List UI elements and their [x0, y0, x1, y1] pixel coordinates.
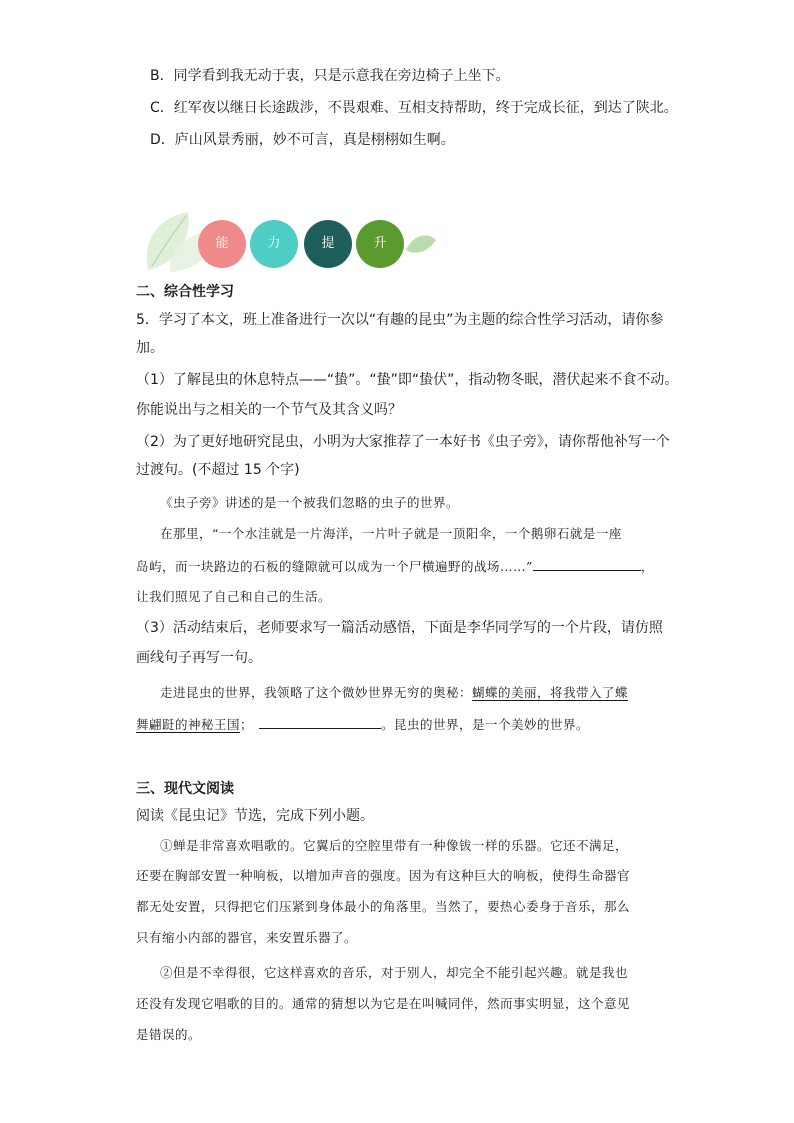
section-heading-3: 三、现代文阅读 [136, 781, 234, 797]
subquestion-3-line-1: （3）活动结束后，老师要求写一篇活动感悟，下面是李华同学写的一个片段，请仿照 [136, 620, 663, 636]
subquestion-2-line-1: （2）为了更好地研究昆虫，小明为大家推荐了一本好书《虫子旁》，请你帮他补写一个 [136, 434, 670, 450]
subquestion-2-line-2: 过渡句。(不超过 15 个字) [136, 462, 300, 478]
option-b: B．同学看到我无动于衷，只是示意我在旁边椅子上坐下。 [150, 68, 510, 84]
subquestion-3-line-2: 画线句子再写一句。 [136, 650, 262, 666]
paragraph-2-line-3: 是错误的。 [136, 1027, 202, 1042]
imitation-sentence-blank[interactable] [259, 714, 381, 729]
banner-char-4: 升 [356, 220, 404, 268]
banner-char-2: 力 [250, 220, 298, 268]
banner-char-1: 能 [198, 220, 246, 268]
passage-line-3: 岛屿，而一块路边的石板的缝隙就可以成为一个尸横遍野的战场……” ， [136, 556, 654, 577]
banner-char-3: 提 [304, 220, 352, 268]
essay-line-1: 走进昆虫的世界，我领略了这个微妙世界无穷的奥秘：蝴蝶的美丽，将我带入了蝶 [160, 685, 629, 700]
underlined-sentence: 蝴蝶的美丽，将我带入了蝶 [472, 685, 629, 700]
ability-banner [140, 210, 440, 276]
paragraph-1-line-3: 都无处安置，只得把它们压紧到身体最小的角落里。当然了，要热心委身于音乐，那么 [136, 899, 631, 914]
paragraph-1-line-2: 还要在胸部安置一种响板，以增加声音的强度。因为有这种巨大的响板，使得生命器官 [136, 868, 631, 883]
option-d: D．庐山风景秀丽，妙不可言，真是栩栩如生啊。 [150, 132, 455, 148]
passage-line-2: 在那里，“一个水洼就是一片海洋，一片叶子就是一顶阳伞，一个鹅卵石就是一座 [160, 526, 622, 541]
transition-sentence-blank[interactable] [533, 556, 641, 571]
essay-line-2: 舞翩跹的神秘王国； 。昆虫的世界，是一个美妙的世界。 [136, 714, 589, 735]
question-5-line-2: 加。 [136, 340, 164, 356]
subquestion-1-line-1: （1）了解昆虫的休息特点——“蛰”。“蛰”即“蛰伏”，指动物冬眠，潜伏起来不食不动。 [136, 372, 679, 388]
passage-line-1: 《虫子旁》讲述的是一个被我们忽略的虫子的世界。 [160, 495, 460, 510]
reading-intro: 阅读《昆虫记》节选，完成下列小题。 [136, 808, 374, 824]
question-5-line-1: 5．学习了本文，班上准备进行一次以“有趣的昆虫”为主题的综合性学习活动，请你参 [136, 312, 664, 328]
section-heading-2: 二、综合性学习 [136, 284, 234, 300]
passage-line-4: 让我们照见了自己和自己的生活。 [136, 589, 332, 604]
paragraph-1-line-4: 只有缩小内部的器官，来安置乐器了。 [136, 930, 358, 945]
paragraph-2-line-1: ②但是不幸得很，它这样喜欢的音乐，对于别人，却完全不能引起兴趣。就是我也 [160, 965, 629, 980]
option-c: C．红军夜以继日长途跋涉，不畏艰难、互相支持帮助，终于完成长征，到达了陕北。 [150, 100, 678, 116]
paragraph-2-line-2: 还没有发现它唱歌的目的。通常的猜想以为它是在叫喊同伴，然而事实明显，这个意见 [136, 996, 631, 1011]
subquestion-1-line-2: 你能说出与之相关的一个节气及其含义吗？ [136, 402, 402, 418]
paragraph-1-line-1: ①蝉是非常喜欢唱歌的。它翼后的空腔里带有一种像钹一样的乐器。它还不满足， [160, 838, 629, 853]
